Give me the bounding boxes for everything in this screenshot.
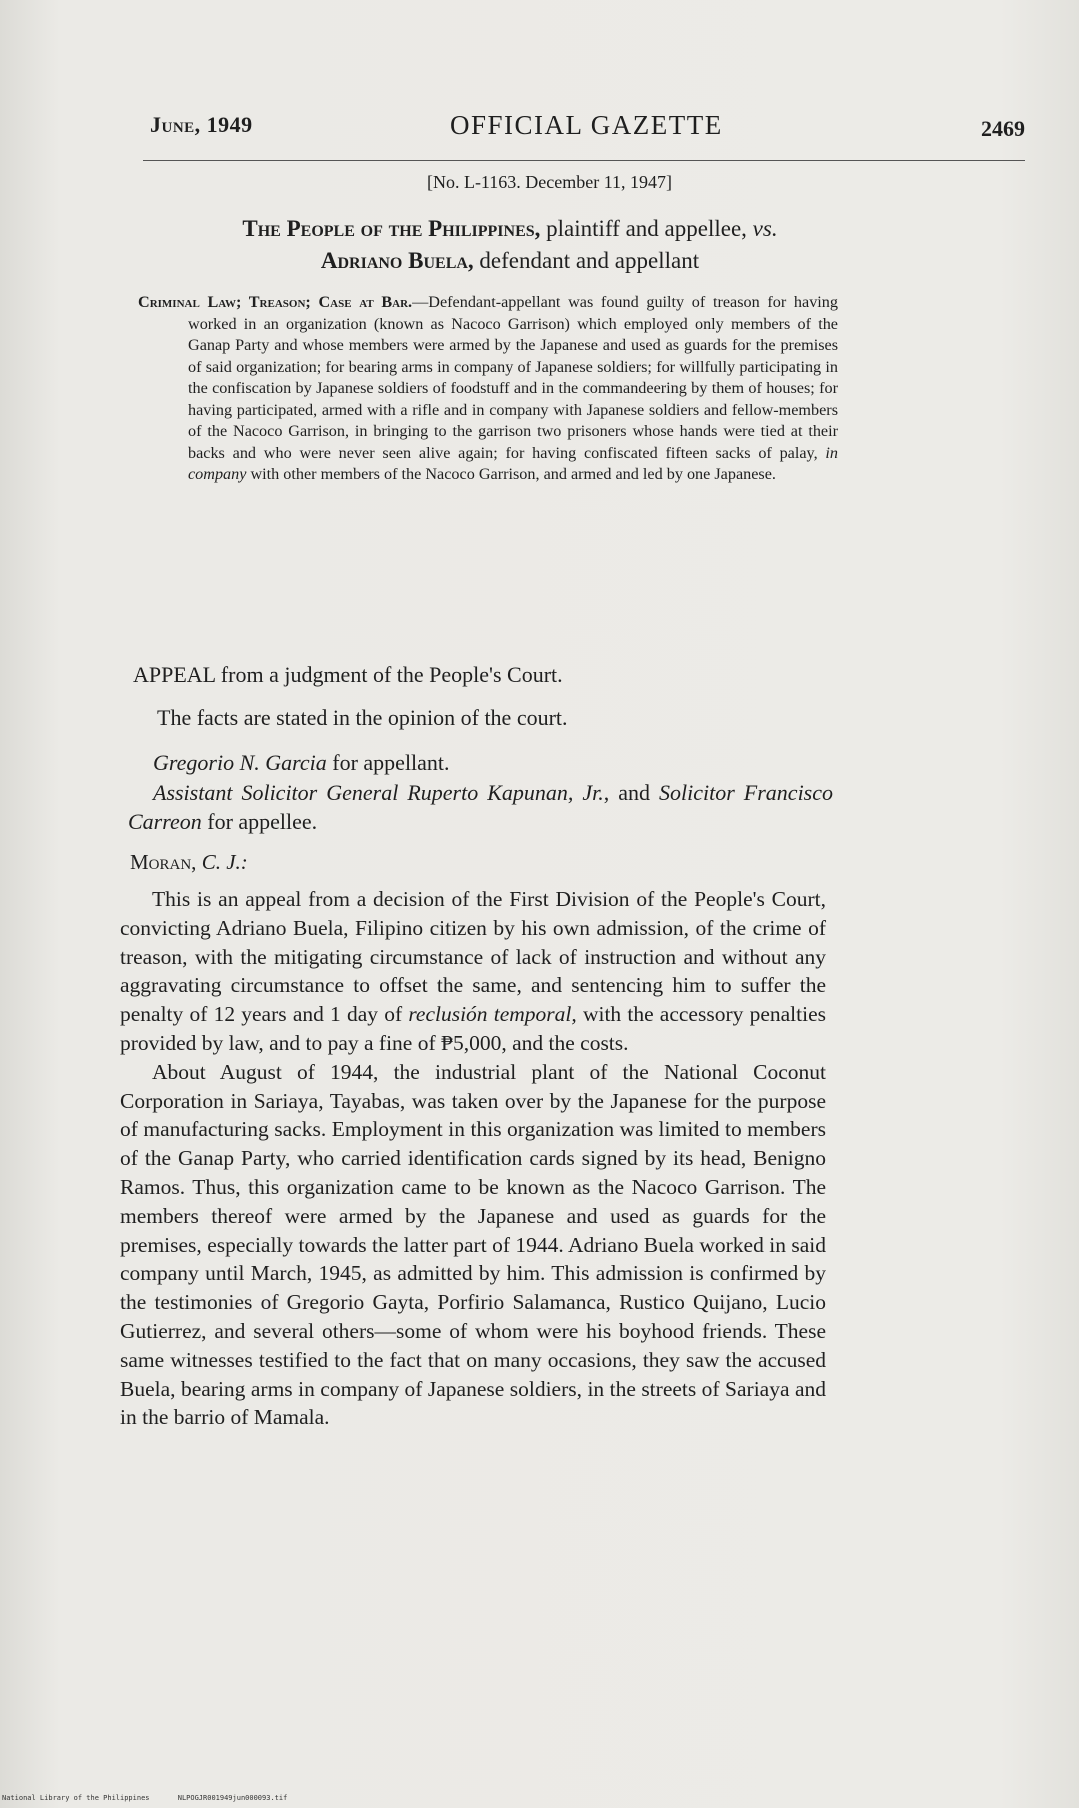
header-date: June, 1949 <box>150 112 253 137</box>
paragraph1-text-end: with the accessory penalties provided by law, and to pay a fine of ₱5,000, and the costs. <box>120 1002 826 1055</box>
plaintiff-name: The People of the Philippines, <box>242 216 541 241</box>
defendant-role: defendant and appellant <box>473 248 700 273</box>
opinion-paragraph-2: About August of 1944, the industrial plant of the National Coconut Corporation in Sariaya, Tayabas, was taken over by the Japanese for the purpose of manufacturing sacks. Employment in this organization was limited to members of the Ganap Party, who carried identification cards signed by its head, Benigno Ramos. Thus, this organization came to be known as the Nacoco Garrison. The members thereof were armed by the Japanese and used as guards for the premises, especially towards the latter part of 1944. Adriano Buela worked in said company until March, 1945, as admitted by him. This admission is confirmed by the testimonies of Gregorio Gayta, Porfirio Salamanca, Rustico Quijano, Lucio Gutierrez, and several others—some of whom were his boyhood friends. These same witnesses testified to the fact that on many occasions, they saw the accused Buela, bearing arms in company of Japanese soldiers, in the streets of Sariaya and in the barrio of Mamala. <box>120 1059 826 1430</box>
syllabus-keywords: Criminal Law; Treason; Case at Bar. <box>138 293 413 311</box>
paragraph1-italic: reclusión temporal, <box>408 1002 577 1027</box>
facts-line: The facts are stated in the opinion of the court. <box>157 705 568 730</box>
counsel-appellant <box>153 750 450 776</box>
running-header <box>150 112 1025 152</box>
appellee-counsel-names-1: Assistant Solicitor General Ruperto Kapunan, Jr. <box>153 780 604 805</box>
syllabus <box>138 292 838 486</box>
appellant-counsel-role: for appellant. <box>326 750 450 775</box>
plaintiff-role: plaintiff and appellee, <box>540 216 753 241</box>
footer-library: National Library of the Philippines <box>2 1794 150 1802</box>
counsel-appellee <box>128 778 833 836</box>
header-title: OFFICIAL GAZETTE <box>450 110 723 140</box>
appeal-line: APPEAL from a judgment of the People's Court. <box>133 662 563 687</box>
opinion-paragraph-1 <box>120 885 826 1058</box>
syllabus-italic: in company <box>188 443 838 483</box>
defendant-name: Adriano Buela, <box>320 248 474 273</box>
header-rule <box>143 160 1025 161</box>
ponente-name: Moran, <box>130 850 197 874</box>
footer-file-id: NLPOGJR001949jun000093.tif <box>177 1794 288 1802</box>
case-parties <box>130 213 890 277</box>
syllabus-text: —Defendant-appellant was found guilty of treason for having worked in an organization (known as Nacoco Garrison) which employed only members of the Ganap Party and whose members were armed by the Japanese and used as guards for the premises of said organization; for bearing arms in company of Japanese soldiers; for willfully participating in the confiscation by Japanese soldiers of foodstuff and in the commandeering by them of houses; for having participated, armed with a rifle and in company with Japanese soldiers and fellow-members of the Nacoco Garrison, in bringing to the garrison two prisoners whose hands were tied at their backs and who were never seen alive again; for having confiscated fifteen sacks of palay, <box>188 293 838 462</box>
appellee-counsel-role: for appellee. <box>201 809 318 834</box>
versus: vs. <box>752 216 778 241</box>
ponente <box>130 850 248 875</box>
opinion-body <box>120 885 826 1432</box>
appellant-counsel-name: Gregorio N. Garcia <box>153 750 327 775</box>
ponente-title: C. J.: <box>196 850 248 874</box>
header-page-number: 2469 <box>981 116 1025 141</box>
paragraph1-text: This is an appeal from a decision of the First Division of the People's Court, convicting Adriano Buela, Filipino citizen by his own admission, of the crime of treason, with the mitigating circumstance of lack of instruction and without any aggravating circumstance to offset the same, and sentencing him to suffer the penalty of 12 years and 1 day of <box>120 887 826 1027</box>
appellee-counsel-and: , and <box>603 780 660 805</box>
syllabus-text-end: with other members of the Nacoco Garrison, and armed and led by one Japanese. <box>246 465 776 483</box>
appellee-counsel-names-2: Solicitor Francisco Carreon <box>128 780 834 834</box>
case-number: [No. L-1163. December 11, 1947] <box>426 172 673 192</box>
scan-footer <box>2 1794 311 1802</box>
